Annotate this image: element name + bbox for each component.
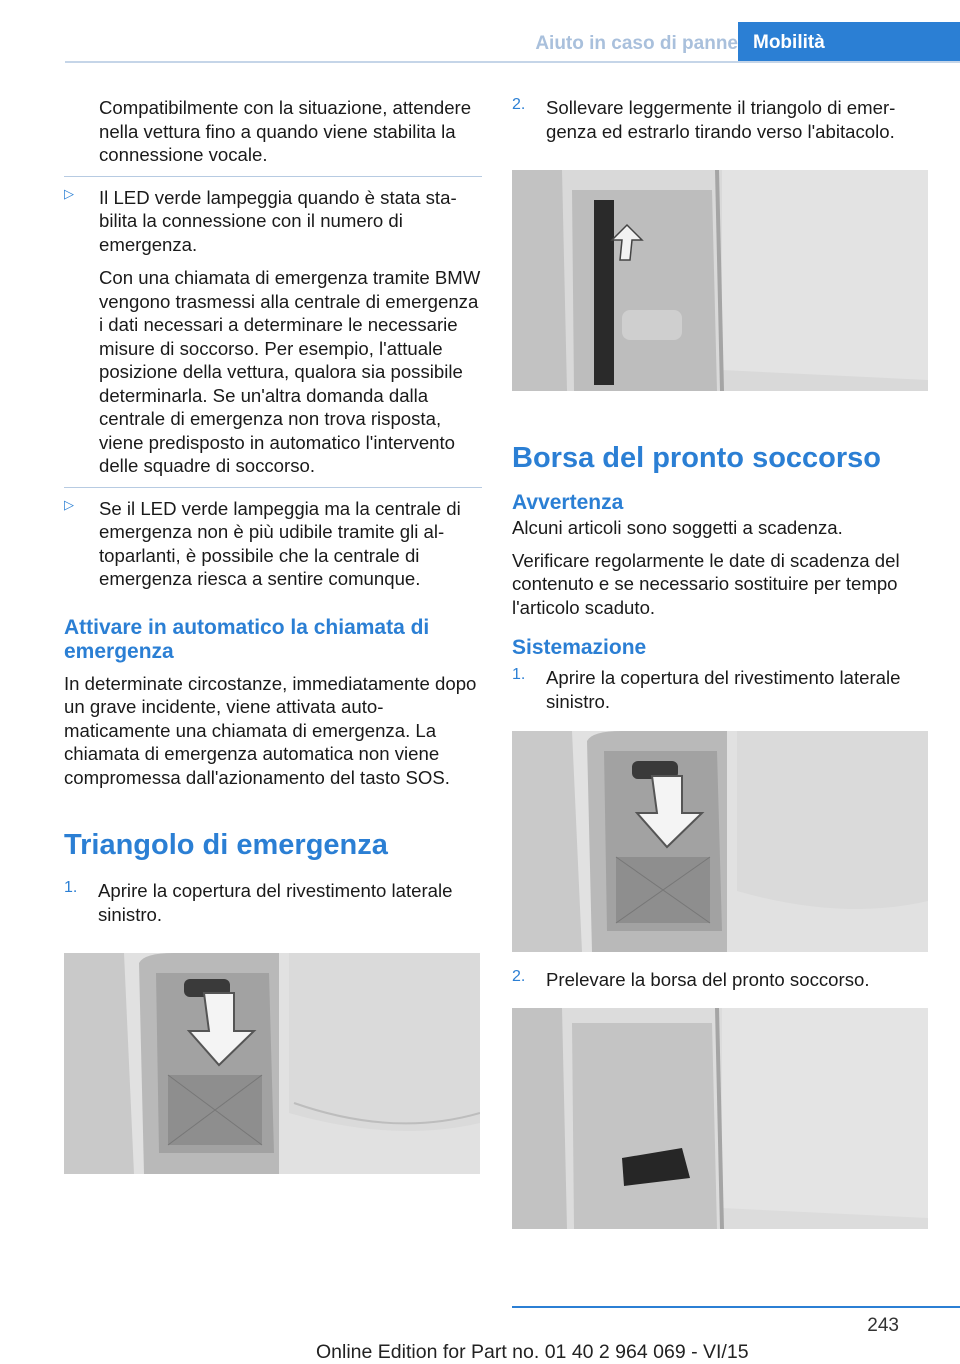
right-column [512,96,930,1229]
divider [64,487,482,488]
left-column [64,96,482,1174]
triangle-bullet-icon: ▷ [64,185,74,201]
paragraph-wait: Compatibilmente con la situazione, attendere nella vettura fino a quando viene stabilita la connessione vocale. [99,97,472,165]
header-section-title: Aiuto in caso di panne [535,33,738,54]
bullet-item-led-blinking [64,497,482,591]
step-2-kit [512,968,930,992]
heading-first-aid-kit: Borsa del pronto soccorso [512,442,882,474]
bullet-continuation: Con una chiamata di emergenza tramite BMW vengono trasmessi alla centrale di emergenza i dati necessari a determinare le necessarie misure di soccorso. Per esempio, l'attuale posizione della vettura, qualora sia possibile determinarla. Se un'altra domanda dalla centrale di emergenza non trova risposta, viene predisposto in automatico l'intervento delle squadre di soccorso. [99,267,481,476]
header-tab-mobilita[interactable]: Mobilità [738,22,960,63]
step-1 [64,879,482,926]
footer-rule [512,1306,960,1308]
step-text: Aprire la copertura del rivestimento laterale sinistro. [546,667,901,712]
step-1-kit [512,666,930,713]
note-expiry: Alcuni articoli sono soggetti a scadenza. [512,517,843,538]
step-text: Sollevare leggermente il triangolo di emergenza ed estrarlo tirando verso l'abitacolo. [546,97,896,142]
paragraph-auto-emergency-call: In determinate circostanze, immediatamente dopo un grave incidente, viene attivata automaticamente una chiamata di emergenza. La chiamata di emergenza automatica non viene compromessa dall'azionamento del tasto SOS. [64,672,477,788]
step-number: 1. [64,879,78,896]
step-number: 2. [512,96,526,113]
photo-kit-cover-arrow-down [512,731,928,952]
triangle-bullet-icon: ▷ [64,496,74,512]
step-2-triangle [512,96,930,143]
heading-auto-emergency-call: Attivare in automatico la chiamata di emergenza [64,615,430,663]
page-number: 243 [867,1315,899,1336]
photo-triangle-removal [512,170,928,391]
step-text: Aprire la copertura del rivestimento laterale sinistro. [98,880,453,925]
edition-footer: Online Edition for Part no. 01 40 2 964 069 - VI/15 [316,1341,749,1363]
note-check-dates: Verificare regolarmente le date di scadenza del contenuto e se necessario sostituire per tempo l'articolo scaduto. [512,549,900,618]
header-rule [65,61,960,63]
heading-warning-triangle: Triangolo di emergenza [64,829,388,861]
step-number: 2. [512,968,526,985]
bullet-text: Se il LED verde lampeggia ma la centrale di emergenza non è più udibile tramite gli altoparlanti, è possibile che la centrale di emergenza riesca a sentire comunque. [99,497,461,589]
bullet-text: Il LED verde lampeggia quando è stata stabilita la connessione con il numero di emergenza. [99,186,457,255]
step-text: Prelevare la borsa del pronto soccorso. [546,969,870,990]
photo-side-trim-cover-arrow-down [64,953,480,1174]
heading-placement: Sistemazione [512,636,647,659]
step-number: 1. [512,666,526,683]
photo-first-aid-kit-bag [512,1008,928,1229]
divider [64,176,482,177]
bullet-item-led-green [64,186,482,478]
heading-note: Avvertenza [512,491,624,514]
